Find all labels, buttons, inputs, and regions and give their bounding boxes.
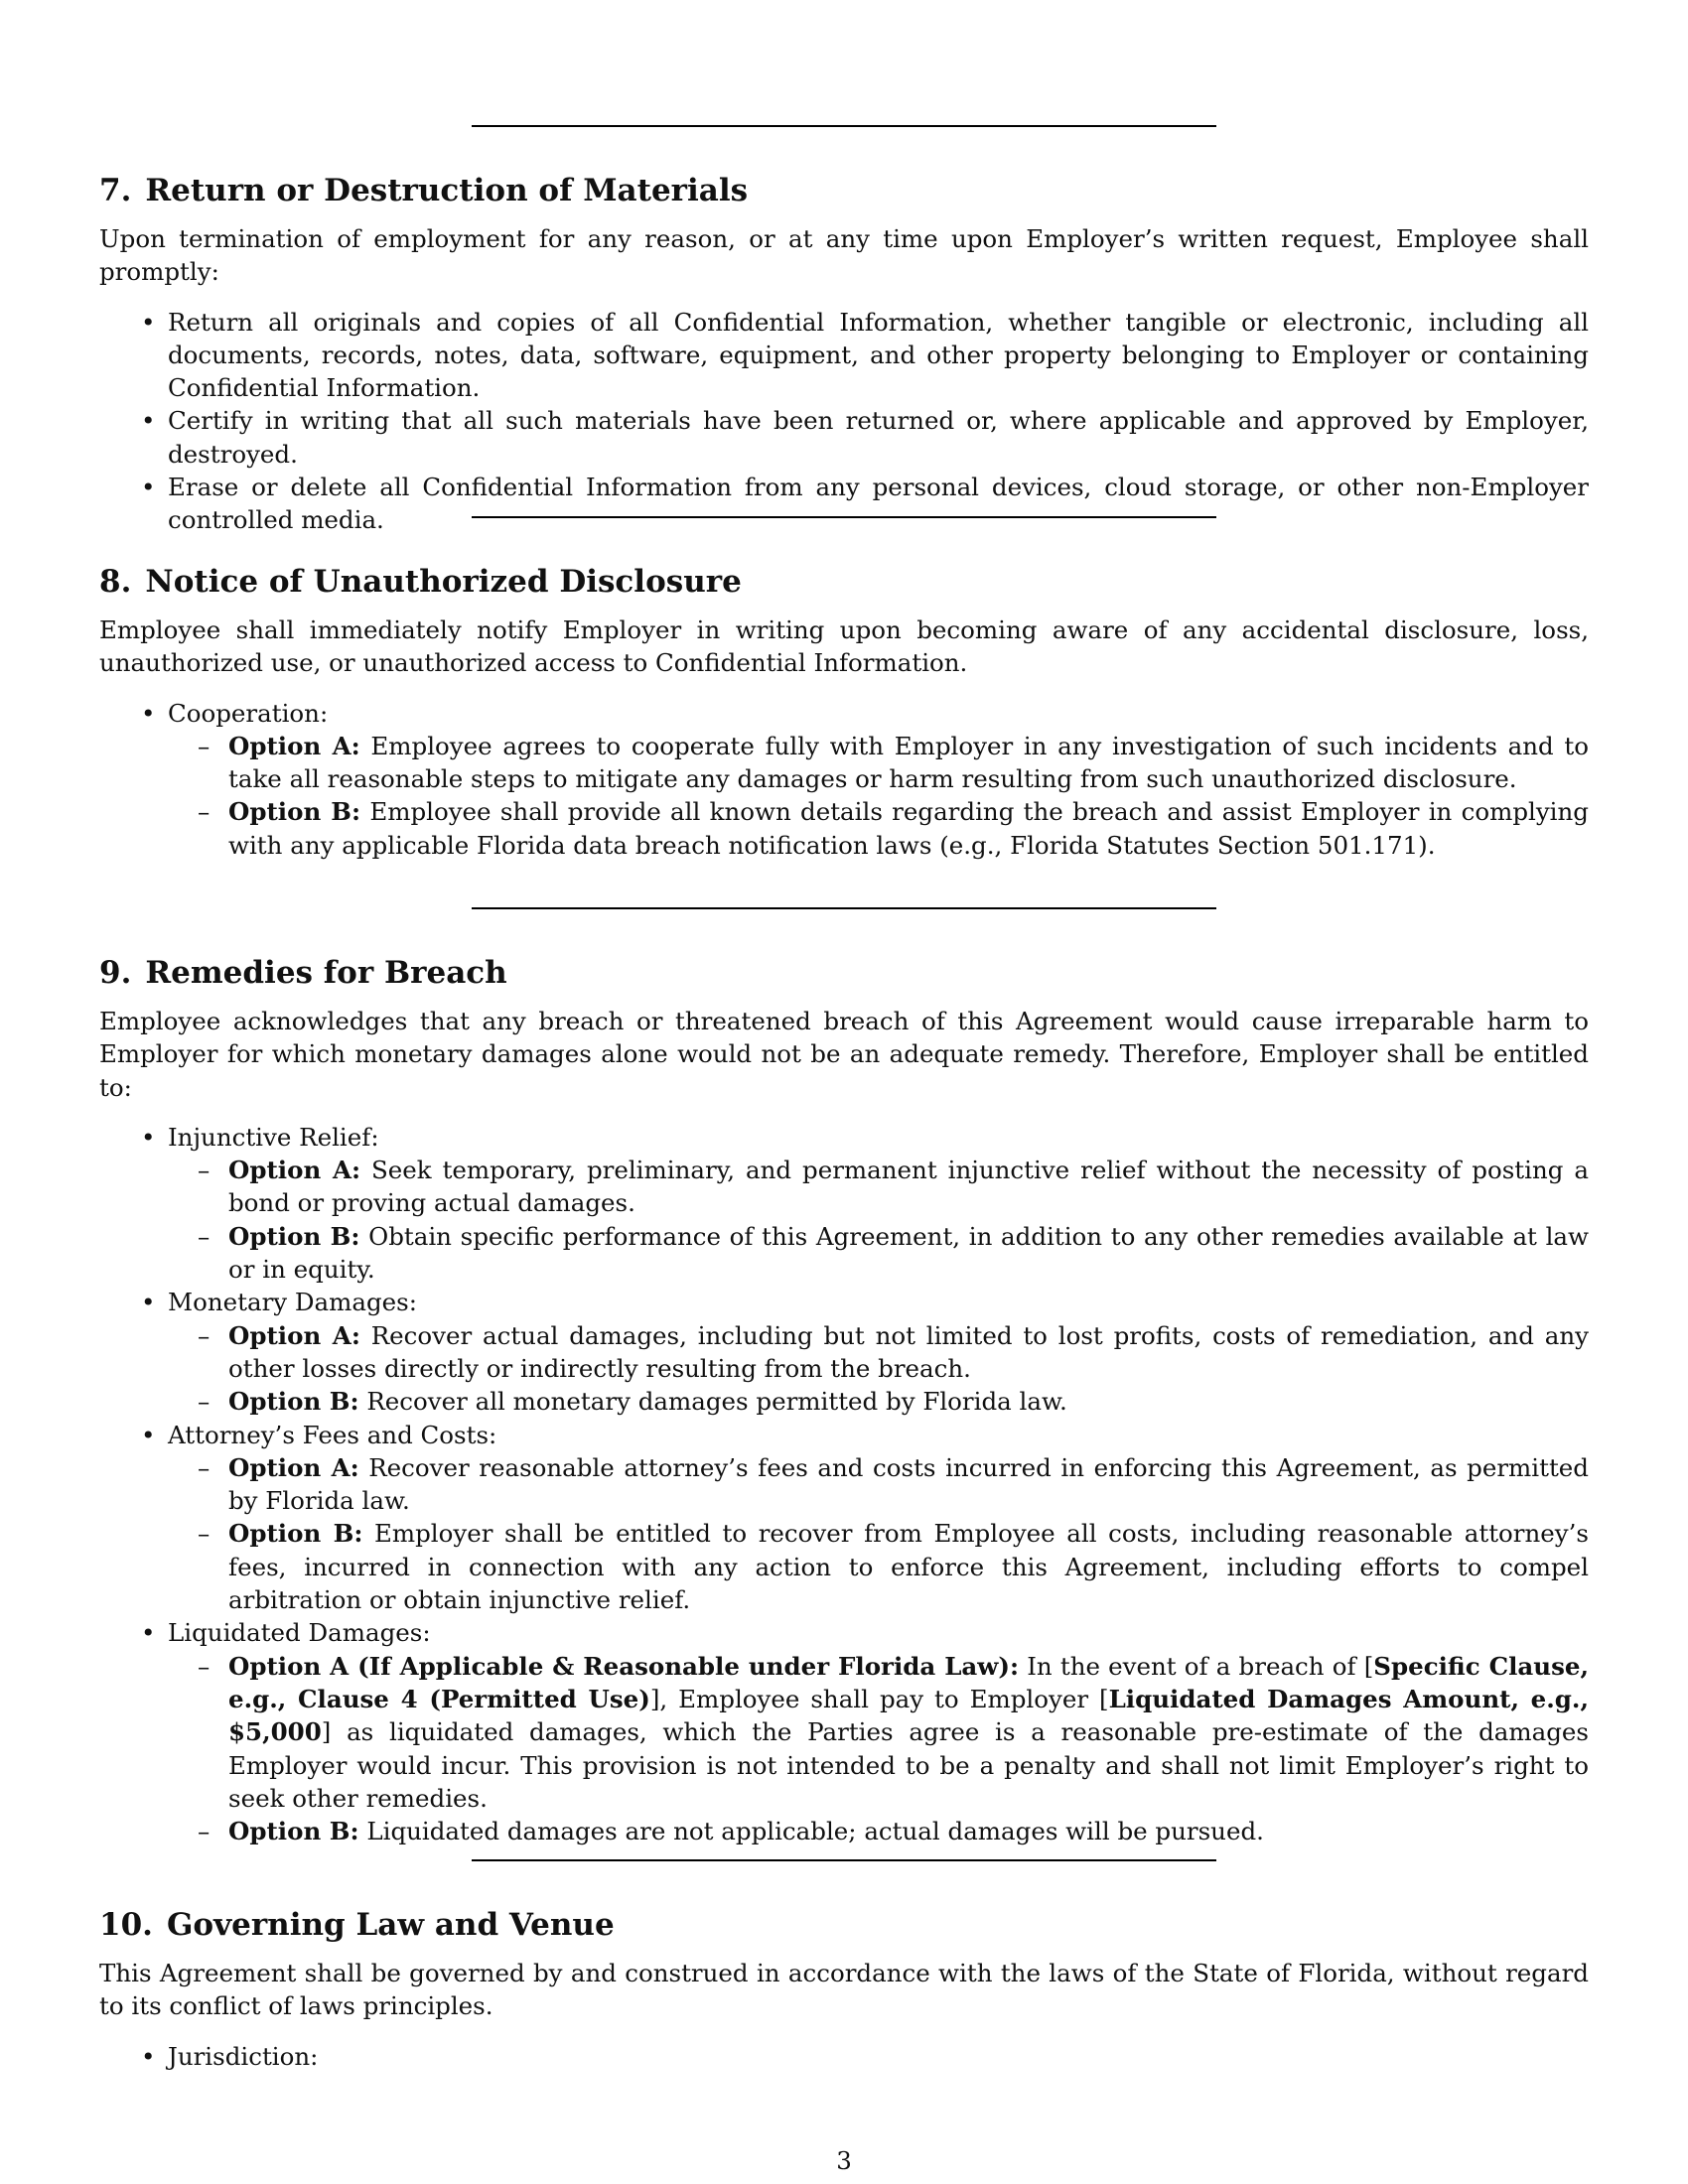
section-divider xyxy=(472,907,1216,909)
option-item: – Option B: Employee shall provide all known details regarding the breach and assist Employer in complying with any applicable Florida data breach notification laws (e.g., Florida Statutes Section 501.171). xyxy=(198,797,1589,860)
option-item: – Option B: Liquidated damages are not applicable; actual damages will be pursued. xyxy=(198,1817,1264,1846)
bullet-list xyxy=(99,306,1589,537)
option-item: – Option A (If Applicable & Reasonable under Florida Law): In the event of a breach of [Specific Clause, e.g., Clause 4 (Permitted Use)], Employee shall pay to Employer [Liquidated Damages Amount, e.g., $5,000] as liquidated damages, which the Parties agree is a reasonable pre-estimate of the damages Employer would incur. This provision is not intended to be a penalty and shall not limit Employer’s right to seek other remedies. xyxy=(198,1651,1589,1813)
section-divider xyxy=(472,1859,1216,1861)
list-item: • Attorney’s Fees and Costs: – Option A: Recover reasonable attorney’s fees and costs incurred in enforcing this Agreement, as permitted by Florida law. – Option B: Employer shall be entitled to recover from Employee all costs, including reasonable attorney’s fees, incurred in connection with any action to enforce this Agreement, including efforts to compel arbitration or obtain injunctive relief. xyxy=(99,1419,1589,1617)
section-heading: 10. Governing Law and Venue xyxy=(99,1907,615,1943)
section-8 xyxy=(99,562,1589,862)
section-intro: Upon termination of employment for any reason, or at any time upon Employer’s written request, Employee shall promptly: xyxy=(99,224,1589,287)
list-item: • Injunctive Relief: – Option A: Seek temporary, preliminary, and permanent injunctive relief without the necessity of posting a bond or proving actual damages. – Option B: Obtain specific performance of this Agreement, in addition to any other remedies available at law or in equity. xyxy=(99,1121,1589,1286)
option-item: – Option A: Recover reasonable attorney’s fees and costs incurred in enforcing this Agreement, as permitted by Florida law. xyxy=(198,1452,1589,1516)
option-list xyxy=(168,730,1589,862)
option-item: – Option B: Employer shall be entitled to recover from Employee all costs, including reasonable attorney’s fees, incurred in connection with any action to enforce this Agreement, including efforts to compel arbitration or obtain injunctive relief. xyxy=(198,1519,1589,1615)
section-10 xyxy=(99,1905,1589,2073)
section-heading: 7. Return or Destruction of Materials xyxy=(99,173,749,208)
section-divider xyxy=(472,125,1216,127)
list-item: • Erase or delete all Confidential Information from any personal devices, cloud storage, or other non-Employer controlled media. xyxy=(141,473,1589,535)
option-list xyxy=(168,1154,1589,1286)
option-list xyxy=(168,1319,1589,1419)
option-item: – Option A: Recover actual damages, including but not limited to lost profits, costs of remediation, and any other losses directly or indirectly resulting from the breach. xyxy=(198,1320,1589,1383)
page-number: 3 xyxy=(836,2146,852,2175)
list-item: • Certify in writing that all such materials have been returned or, where applicable and approved by Employer, destroyed. xyxy=(141,406,1589,469)
list-item: • Jurisdiction: xyxy=(141,2041,319,2071)
list-item: • Liquidated Damages: – Option A (If Applicable & Reasonable under Florida Law): In the event of a breach of [Specific Clause, e.g., Clause 4 (Permitted Use)], Employee shall pay to Employer [Liquidated Damages Amount, e.g., $5,000] as liquidated damages, which the Parties agree is a reasonable pre-estimate of the damages Employer would incur. This provision is not intended to be a penalty and shall not limit Employer’s right to seek other remedies. – Option B: Liquidated damages are not applicable; actual damages will be pursued. xyxy=(99,1616,1589,1847)
bullet-list xyxy=(99,1121,1589,1848)
section-intro: This Agreement shall be governed by and construed in accordance with the laws of the State of Florida, without regard to its conflict of laws principles. xyxy=(99,1959,1589,2021)
section-intro: Employee shall immediately notify Employer in writing upon becoming aware of any accidental disclosure, loss, unauthorized use, or unauthorized access to Confidential Information. xyxy=(99,615,1589,678)
option-list xyxy=(168,1451,1589,1616)
section-heading: 8. Notice of Unauthorized Disclosure xyxy=(99,564,742,600)
section-intro: Employee acknowledges that any breach or threatened breach of this Agreement would cause irreparable harm to Employer for which monetary damages alone would not be an adequate remedy. Therefore, Employer shall be entitled to: xyxy=(99,1007,1589,1102)
bullet-list xyxy=(99,2040,1589,2073)
bullet-list xyxy=(99,697,1589,862)
list-item: • Cooperation: – Option A: Employee agrees to cooperate fully with Employer in any investigation of such incidents and to take all reasonable steps to mitigate any damages or harm resulting from such unauthorized disclosure. – Option B: Employee shall provide all known details regarding the breach and assist Employer in complying with any applicable Florida data breach notification laws (e.g., Florida Statutes Section 501.171). xyxy=(99,697,1589,862)
list-item: • Return all originals and copies of all Confidential Information, whether tangible or electronic, including all documents, records, notes, data, software, equipment, and other property belonging to Employer or containing Confidential Information. xyxy=(141,307,1589,403)
section-9 xyxy=(99,953,1589,1847)
option-item: – Option B: Obtain specific performance of this Agreement, in addition to any other remedies available at law or in equity. xyxy=(198,1221,1589,1285)
option-list xyxy=(168,1650,1589,1848)
section-7 xyxy=(99,171,1589,537)
list-item: • Monetary Damages: – Option A: Recover actual damages, including but not limited to lost profits, costs of remediation, and any other losses directly or indirectly resulting from the breach. – Option B: Recover all monetary damages permitted by Florida law. xyxy=(99,1286,1589,1418)
option-item: – Option B: Recover all monetary damages permitted by Florida law. xyxy=(198,1387,1067,1417)
section-heading: 9. Remedies for Breach xyxy=(99,955,507,991)
option-item: – Option A: Employee agrees to cooperate fully with Employer in any investigation of such incidents and to take all reasonable steps to mitigate any damages or harm resulting from such unauthorized disclosure. xyxy=(198,731,1589,794)
option-item: – Option A: Seek temporary, preliminary, and permanent injunctive relief without the necessity of posting a bond or proving actual damages. xyxy=(198,1156,1589,1218)
